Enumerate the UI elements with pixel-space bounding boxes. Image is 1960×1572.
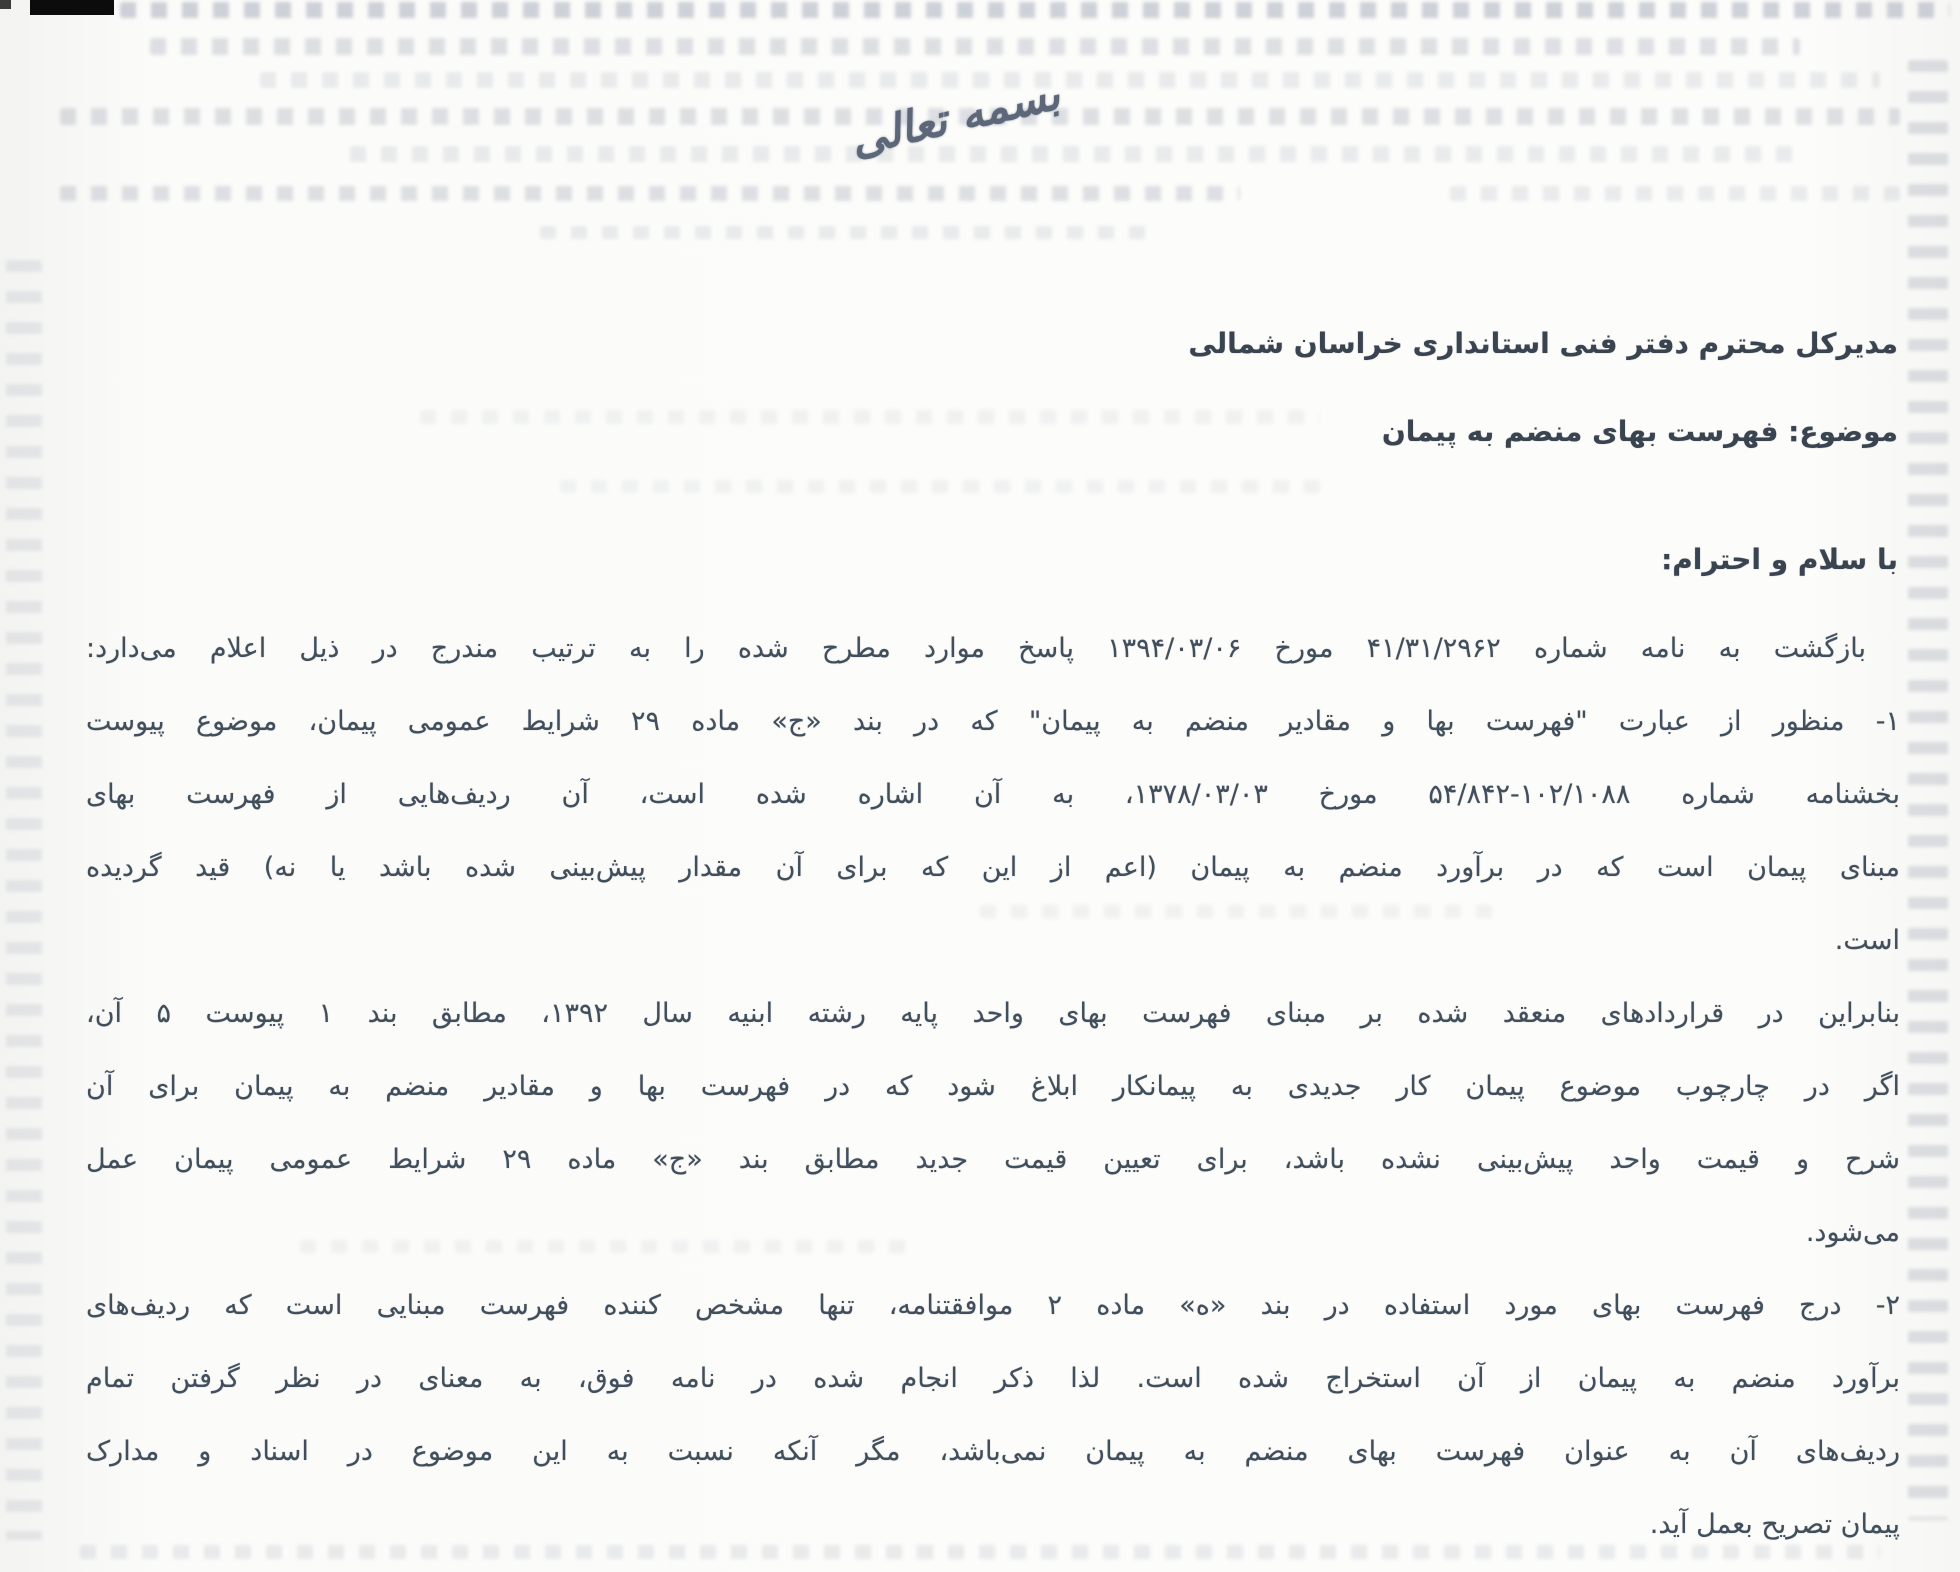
letter-body bbox=[86, 612, 1900, 1561]
bleedthrough-row bbox=[1450, 186, 1900, 201]
item1-line4: است. bbox=[1834, 925, 1900, 956]
bleedthrough-row bbox=[540, 226, 1160, 239]
item2-line3: ردیف‌های آن به عنوان فهرست بهای منضم به پیمان نمی‌باشد، مگر آنکه نسبت به این موضوع در اسناد و مدارک bbox=[86, 1436, 1900, 1467]
scanner-corner-mark bbox=[0, 0, 11, 9]
subject-line: موضوع: فهرست بهای منضم به پیمان bbox=[1381, 415, 1898, 448]
bleedthrough-row bbox=[560, 480, 1320, 493]
bleedthrough-row bbox=[150, 38, 1800, 55]
para2-line4: می‌شود. bbox=[1805, 1217, 1900, 1248]
para2-line2: اگر در چارچوب موضوع پیمان کار جدیدی به پیمانکار ابلاغ شود که در فهرست بها و مقادیر منضم به پیمان برای آن bbox=[86, 1071, 1900, 1102]
bleedthrough-column-right bbox=[1908, 60, 1948, 1520]
para2-line1: بنابراین در قراردادهای منعقد شده بر مبنای فهرست بهای واحد پایه رشته ابنیه سال ۱۳۹۲، مطابق بند ۱ پیوست ۵ آن، bbox=[86, 998, 1900, 1029]
bleedthrough-row bbox=[120, 2, 1950, 18]
scanner-black-bar bbox=[30, 0, 114, 15]
item2-line1: ۲- درج فهرست بهای مورد استفاده در بند «ه» ماده ۲ موافقتنامه، تنها مشخص کننده فهرست مبنایی است که ردیف‌های bbox=[86, 1290, 1900, 1321]
item1-line2: بخشنامه شماره ۱۰۲/۱۰۸۸-۵۴/۸۴۲ مورخ ۱۳۷۸/۰۳/۰۳، به آن اشاره شده است، آن ردیف‌هایی از فهرست بهای bbox=[86, 779, 1900, 810]
bleedthrough-row bbox=[60, 186, 1240, 201]
item1-line1: ۱- منظور از عبارت "فهرست بها و مقادیر منضم به پیمان" که در بند «ج» ماده ۲۹ شرایط عمومی پیمان، موضوع پیوست bbox=[86, 706, 1900, 737]
para2-line3: شرح و قیمت واحد پیش‌بینی نشده باشد، برای تعیین قیمت جدید مطابق بند «ج» ماده ۲۹ شرایط عمومی پیمان عمل bbox=[86, 1144, 1900, 1175]
besmellah-calligraphy: بسمه تعالی bbox=[845, 68, 1065, 166]
item2-line4: پیمان تصریح بعمل آید. bbox=[1649, 1509, 1900, 1540]
salutation-line: با سلام و احترام: bbox=[1661, 543, 1898, 576]
item1-line3: مبنای پیمان است که در برآورد منضم به پیمان (اعم از این که برای آن مقدار پیش‌بینی شده باشد یا نه) قید گردیده bbox=[86, 852, 1900, 883]
recipient-line: مدیرکل محترم دفتر فنی استانداری خراسان شمالی bbox=[1188, 327, 1898, 360]
bleedthrough-column-left bbox=[6, 260, 42, 1540]
bleedthrough-row bbox=[350, 146, 1800, 162]
intro-line: بازگشت به نامه شماره ۴۱/۳۱/۲۹۶۲ مورخ ۱۳۹۴/۰۳/۰۶ پاسخ موارد مطرح شده را به ترتیب مندرج در ذیل اعلام می‌دارد: bbox=[86, 633, 1867, 664]
item2-line2: برآورد منضم به پیمان از آن استخراج شده است. لذا ذکر انجام شده در نامه فوق، به معنای در نظر گرفتن تمام bbox=[86, 1363, 1900, 1394]
